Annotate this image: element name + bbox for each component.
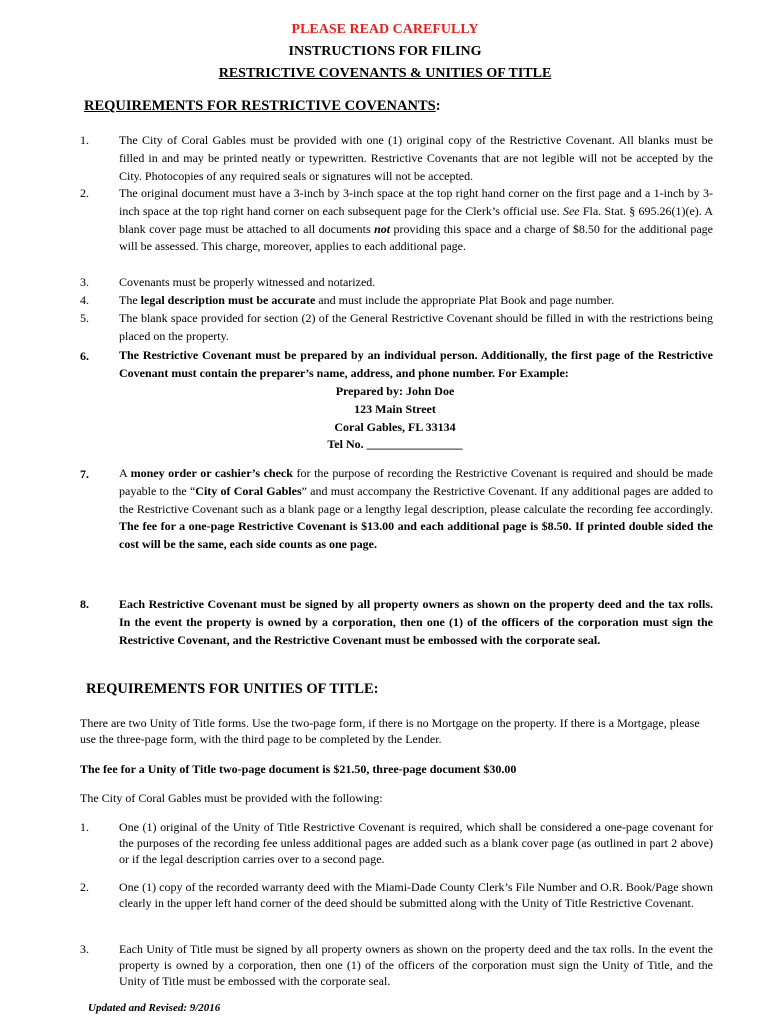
covenant-item-text: Covenants must be properly witnessed and notarized.	[119, 275, 376, 289]
covenant-item-number: 2.	[80, 186, 89, 200]
text-run-italic: See	[562, 203, 580, 218]
unity-item-text: Each Unity of Title must be signed by all property owners as shown on the property deed and the tax rolls. In the event the property is owned by a corporation, then one (1) of the officers of the corporation must sign the Unity of Title, and the Unity of Title must be embossed with the corporate seal.	[119, 942, 713, 988]
covenant-item-text: The Restrictive Covenant must be prepared by an individual person. Additionally, the first page of the Restrictive Covenant must contain the preparer’s name, address, and phone number. For Example:	[119, 348, 713, 380]
unity-item-number: 3.	[80, 942, 89, 956]
text-run: Fla. Stat. § 695.26(1)(e). A blank cover page must be attached to all documents	[119, 203, 713, 236]
text-run: for the purpose of recording the Restrictive Covenant is required and should be made payable to the “	[119, 466, 713, 498]
covenants-heading-colon: :	[435, 98, 441, 114]
page-title: PLEASE READ CAREFULLY	[291, 22, 479, 37]
covenant-item-text	[119, 185, 713, 256]
unities-heading: REQUIREMENTS FOR UNITIES OF TITLE:	[86, 681, 379, 697]
covenant-item-text	[119, 465, 713, 554]
page-subtitle-2-wrap	[0, 66, 770, 82]
unities-fee: The fee for a Unity of Title two-page document is $21.50, three-page document $30.00	[80, 762, 517, 776]
text-run: A	[119, 466, 131, 480]
example-line: Prepared by: John Doe	[335, 384, 455, 398]
text-run: The	[119, 293, 141, 307]
text-run-bold-italic: not	[374, 221, 391, 236]
unity-item-text: One (1) copy of the recorded warranty deed with the Miami-Dade County Clerk’s File Number and O.R. Book/Page shown clearly in the upper left hand corner of the deed should be submitted along with the Unity of Title Restrictive Covenant.	[119, 880, 713, 910]
preparer-example	[0, 383, 770, 454]
covenants-heading-wrap	[84, 98, 441, 115]
text-run: ” and must accompany the Restrictive Covenant. If any additional pages are added to the Restrictive Covenant such as a blank page or a lengthy legal description, please calculate the recording fee accordingly.	[119, 483, 714, 516]
example-line: Tel No. ________________	[327, 437, 463, 452]
covenant-item-number: 7.	[80, 467, 89, 481]
unities-intro: There are two Unity of Title forms. Use the two-page form, if there is no Mortgage on the property. If there is a Mortgage, please use the three-page form, with the third page to be completed by the Lender.	[80, 716, 700, 746]
text-run-bold: money order or cashier’s check	[130, 466, 293, 480]
page-subtitle: INSTRUCTIONS FOR FILING	[288, 44, 482, 59]
covenant-item-number: 8.	[80, 597, 89, 611]
covenants-heading: REQUIREMENTS FOR RESTRICTIVE COVENANTS	[84, 98, 436, 114]
example-line: 123 Main Street	[354, 401, 436, 416]
covenant-item-number: 3.	[80, 275, 89, 289]
unities-provided: The City of Coral Gables must be provided with the following:	[80, 791, 383, 805]
revision-footer: Updated and Revised: 9/2016	[88, 1002, 221, 1014]
unity-item-text: One (1) original of the Unity of Title Restrictive Covenant is required, which shall be considered a one-page covenant for the purposes of the recording fee unless additional pages are added such as a blank cover page (as outlined in part 2 above) or if the legal description carries over to a second page.	[119, 820, 713, 866]
unity-item-number: 1.	[80, 820, 89, 834]
text-run-bold: legal description must be accurate	[140, 293, 316, 307]
covenant-item-text: Each Restrictive Covenant must be signed by all property owners as shown on the property deed and the tax rolls. In the event the property is owned by a corporation, then one (1) of the officers of the corporation must sign the Restrictive Covenant, and the Restrictive Covenant must be embossed with the corporate seal.	[119, 597, 713, 647]
text-run: providing this space and a charge of $8.50 for the additional page will be assessed. This charge, moreover, applies to each additional page.	[119, 221, 713, 254]
text-run-bold: The fee for a one-page Restrictive Covenant is $13.00 and each additional page is $8.50. If printed double sided the cost will be the same, each side counts as one page.	[119, 519, 713, 552]
covenant-item-number: 4.	[80, 293, 89, 307]
unity-item-number: 2.	[80, 880, 89, 894]
page-subtitle-2: RESTRICTIVE COVENANTS & UNITIES OF TITLE	[218, 66, 552, 81]
example-line: Coral Gables, FL 33134	[334, 419, 456, 434]
text-run: The original document must have a 3-inch by 3-inch space at the top right hand corner on the first page and a 1-inch by 3-inch space at the top right hand corner on each subsequent page for the Clerk’s official use.	[119, 186, 713, 218]
text-run: and must include the appropriate Plat Book and page number.	[315, 293, 615, 307]
covenant-item-text	[119, 292, 713, 310]
covenant-item-number: 6.	[80, 349, 89, 363]
text-run-bold: City of Coral Gables	[195, 483, 302, 498]
covenant-item-number: 5.	[80, 311, 89, 325]
covenant-item-text: The City of Coral Gables must be provided with one (1) original copy of the Restrictive Covenant. All blanks must be filled in and may be printed neatly or typewritten. Restrictive Covenants that are not legible will not be accepted by the City. Photocopies of any required seals or signatures will not be accepted.	[119, 133, 713, 183]
covenant-item-text: The blank space provided for section (2) of the General Restrictive Covenant should be filled in with the restrictions being placed on the property.	[119, 311, 713, 343]
covenant-item-number: 1.	[80, 133, 89, 147]
